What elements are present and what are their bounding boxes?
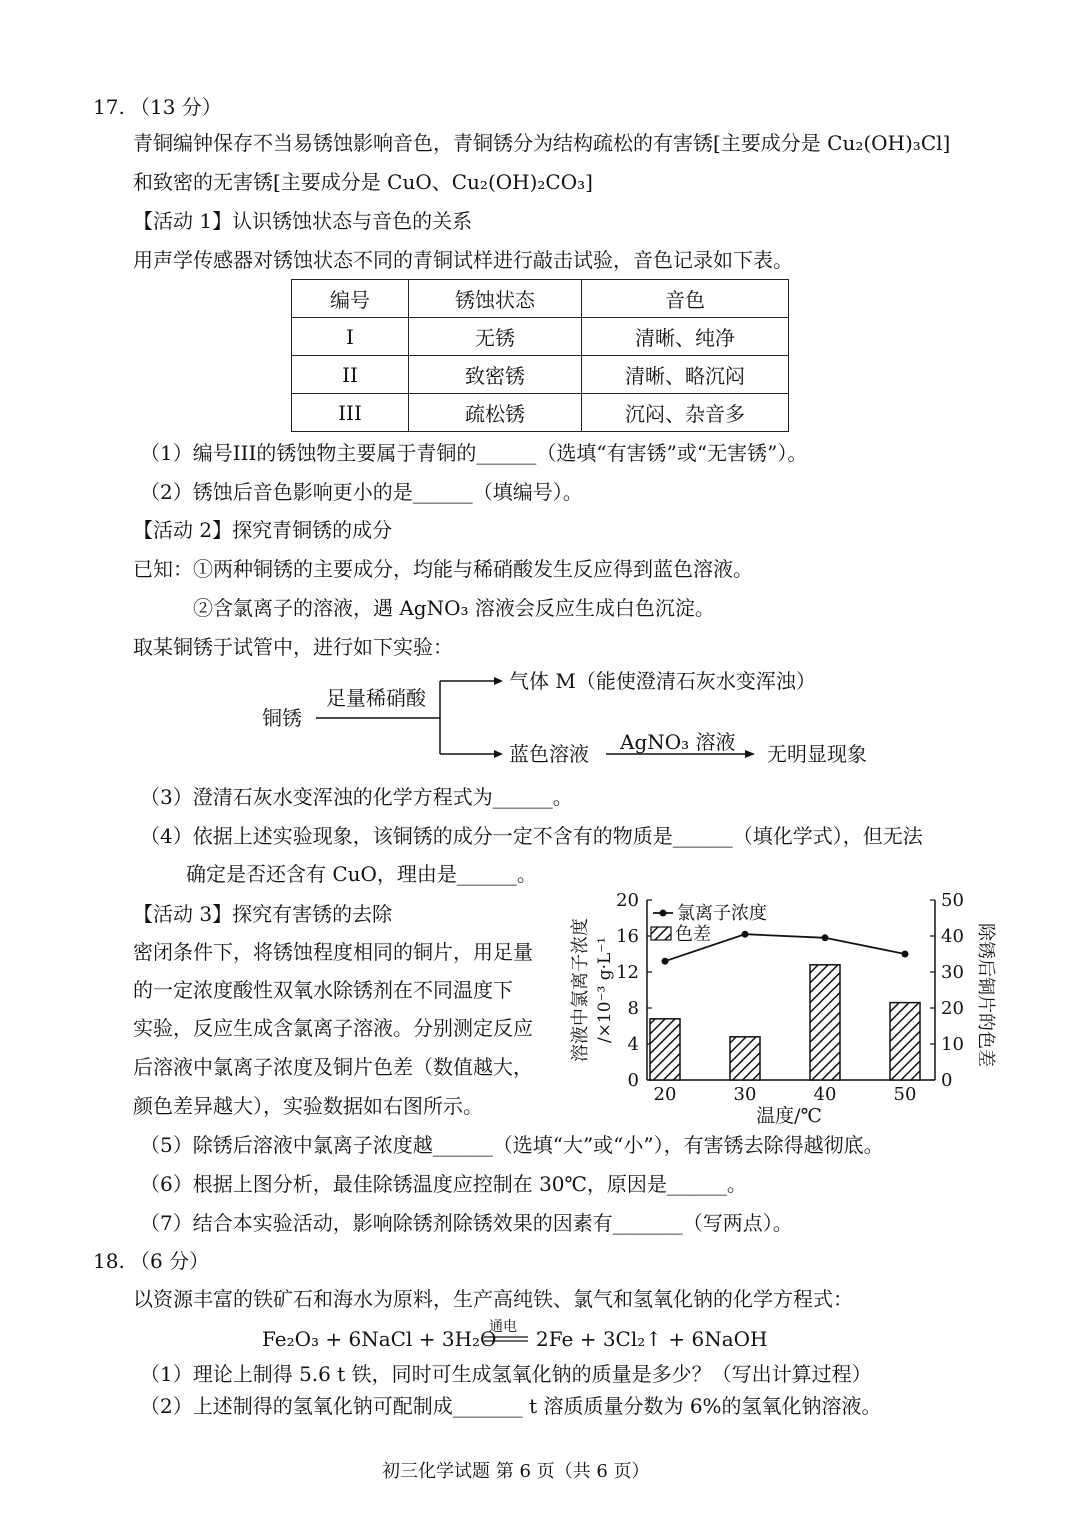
flow-gas-m: 气体 M（能使澄清石灰水变浑浊）: [509, 669, 816, 693]
experiment-description: 取某铜锈于试管中，进行如下实验：: [133, 635, 453, 659]
q17-sub4-line2: 确定是否还含有 CuO，理由是______。: [186, 862, 537, 886]
activity2-title: 【活动 2】探究青铜锈的成分: [133, 518, 393, 542]
chart-right-tick-label: 50: [941, 890, 964, 911]
page-footer: 初三化学试题 第 6 页（共 6 页）: [382, 1461, 650, 1482]
chart-x-tick-label: 30: [733, 1084, 757, 1105]
activity1-description: 用声学传感器对锈蚀状态不同的青铜试样进行敲击试验，音色记录如下表。: [133, 248, 793, 272]
chart-x-tick-label: 50: [893, 1084, 917, 1105]
q17-sub6: （6）根据上图分析，最佳除锈温度应控制在 30℃，原因是______。: [140, 1172, 747, 1196]
chart-bar: [730, 1037, 760, 1080]
equation-right: 2Fe + 3Cl₂↑ + 6NaOH: [536, 1327, 768, 1351]
chart-right-tick-label: 20: [941, 998, 964, 1019]
table-cell: 无锈: [409, 318, 582, 356]
flow-reagent-nitric-acid: 足量稀硝酸: [326, 686, 426, 710]
table-cell: II: [292, 356, 409, 394]
table-cell: III: [292, 394, 409, 432]
chart-x-tick-label: 20: [653, 1084, 677, 1105]
flow-blue-solution: 蓝色溶液: [509, 742, 589, 766]
table-cell: 沉闷、杂音多: [582, 394, 789, 432]
equation-condition: 通电: [489, 1319, 517, 1335]
chart-left-tick-label: 8: [627, 998, 639, 1019]
chart-line-point: [742, 931, 749, 938]
table-header-cell: 音色: [582, 280, 789, 318]
known-fact-2: ②含氯离子的溶液，遇 AgNO₃ 溶液会反应生成白色沉淀。: [193, 596, 715, 620]
chart-line-point: [822, 934, 829, 941]
chart-right-tick-label: 0: [941, 1070, 953, 1091]
table-row: [292, 394, 789, 432]
chart-left-tick-label: 16: [616, 926, 639, 947]
table-cell: 疏松锈: [409, 394, 582, 432]
q17-intro-line2: 和致密的无害锈[主要成分是 CuO、Cu₂(OH)₂CO₃]: [133, 170, 593, 194]
chart-bar: [890, 1003, 920, 1080]
table-header-cell: 锈蚀状态: [409, 280, 582, 318]
table-header-cell: 编号: [292, 280, 409, 318]
question-18-number: 18.: [93, 1249, 125, 1273]
activity3-line: 实验，反应生成含氯离子溶液。分别测定反应: [133, 1016, 533, 1040]
chart-line-point: [662, 958, 669, 965]
rust-sound-table: [291, 279, 789, 432]
q17-intro-line1: 青铜编钟保存不当易锈蚀影响音色，青铜锈分为结构疏松的有害锈[主要成分是 Cu₂(OH)₃Cl]: [133, 131, 951, 155]
chart-bar: [810, 965, 840, 1080]
chart-right-tick-label: 30: [941, 962, 964, 983]
flow-result: 无明显现象: [767, 742, 867, 766]
chart-x-tick-label: 40: [813, 1084, 837, 1105]
activity3-title: 【活动 3】探究有害锈的去除: [133, 902, 393, 926]
q17-sub7: （7）结合本实验活动，影响除锈剂除锈效果的因素有_______（写两点）。: [140, 1211, 793, 1235]
table-cell: 致密锈: [409, 356, 582, 394]
chart-right-axis-label: 除锈后铜片的色差: [975, 923, 996, 1067]
activity3-line: 密闭条件下，将锈蚀程度相同的铜片，用足量: [133, 940, 533, 964]
chart-left-tick-label: 4: [627, 1034, 639, 1055]
flow-reagent-agno3: AgNO₃ 溶液: [620, 730, 736, 754]
legend-bar-label: 色差: [675, 924, 711, 945]
q18-sub1: （1）理论上制得 5.6 t 铁，同时可生成氢氧化钠的质量是多少？（写出计算过程）: [140, 1362, 872, 1386]
legend-line-label: 氯离子浓度: [677, 903, 767, 924]
question-17-number: 17.: [93, 95, 125, 119]
equation-equals-sign: [484, 1336, 528, 1342]
chart-line-series: [665, 934, 905, 961]
activity3-line: 颜色差异越大），实验数据如右图所示。: [133, 1094, 483, 1118]
q17-sub5: （5）除锈后溶液中氯离子浓度越______（选填“大”或“小”），有害锈去除得越彻底。: [140, 1133, 884, 1157]
activity1-title: 【活动 1】认识锈蚀状态与音色的关系: [133, 209, 473, 233]
chart-left-tick-label: 12: [616, 962, 639, 983]
chart-left-axis-label: 溶液中氯离子浓度: [570, 918, 591, 1062]
q17-sub1: （1）编号III的锈蚀物主要属于青铜的______（选填“有害锈”或“无害锈”）。: [140, 441, 808, 465]
q17-sub2: （2）锈蚀后音色影响更小的是______（填编号）。: [140, 480, 583, 504]
chart-left-axis-unit: /×10⁻³ g·L⁻¹: [595, 936, 615, 1044]
chart-bar: [650, 1019, 680, 1080]
legend-bar-marker: [651, 927, 671, 940]
chart-right-tick-label: 10: [941, 1034, 964, 1055]
chart-left-tick-label: 0: [627, 1070, 639, 1091]
flow-start-copper-rust: 铜锈: [262, 706, 302, 730]
chart-line-point: [902, 951, 909, 958]
table-row: [292, 318, 789, 356]
question-18-score: （6 分）: [130, 1249, 210, 1273]
equation-left: Fe₂O₃ + 6NaCl + 3H₂O: [262, 1327, 497, 1351]
chart-right-tick-label: 40: [941, 926, 964, 947]
table-header-row: [292, 280, 789, 318]
q18-intro: 以资源丰富的铁矿石和海水为原料，生产高纯铁、氯气和氢氧化钠的化学方程式：: [133, 1287, 853, 1311]
table-cell: 清晰、略沉闷: [582, 356, 789, 394]
q18-sub2: （2）上述制得的氢氧化钠可配制成_______ t 溶质质量分数为 6%的氢氧化钠溶液。: [140, 1394, 882, 1418]
q17-sub4-line1: （4）依据上述实验现象，该铜锈的成分一定不含有的物质是______（填化学式），但无法: [140, 824, 923, 848]
q17-sub3: （3）澄清石灰水变浑浊的化学方程式为______。: [140, 785, 573, 809]
chart-x-axis-label: 温度/℃: [756, 1105, 822, 1127]
table-row: [292, 356, 789, 394]
activity3-line: 后溶液中氯离子浓度及铜片色差（数值越大，: [133, 1055, 533, 1079]
table-cell: 清晰、纯净: [582, 318, 789, 356]
question-17-score: （13 分）: [130, 95, 222, 119]
known-fact-1: 已知：①两种铜锈的主要成分，均能与稀硝酸发生反应得到蓝色溶液。: [133, 557, 753, 581]
activity3-line: 的一定浓度酸性双氧水除锈剂在不同温度下: [133, 978, 513, 1002]
chart-left-tick-label: 20: [616, 890, 639, 911]
legend-line-dot: [660, 910, 667, 917]
table-cell: I: [292, 318, 409, 356]
